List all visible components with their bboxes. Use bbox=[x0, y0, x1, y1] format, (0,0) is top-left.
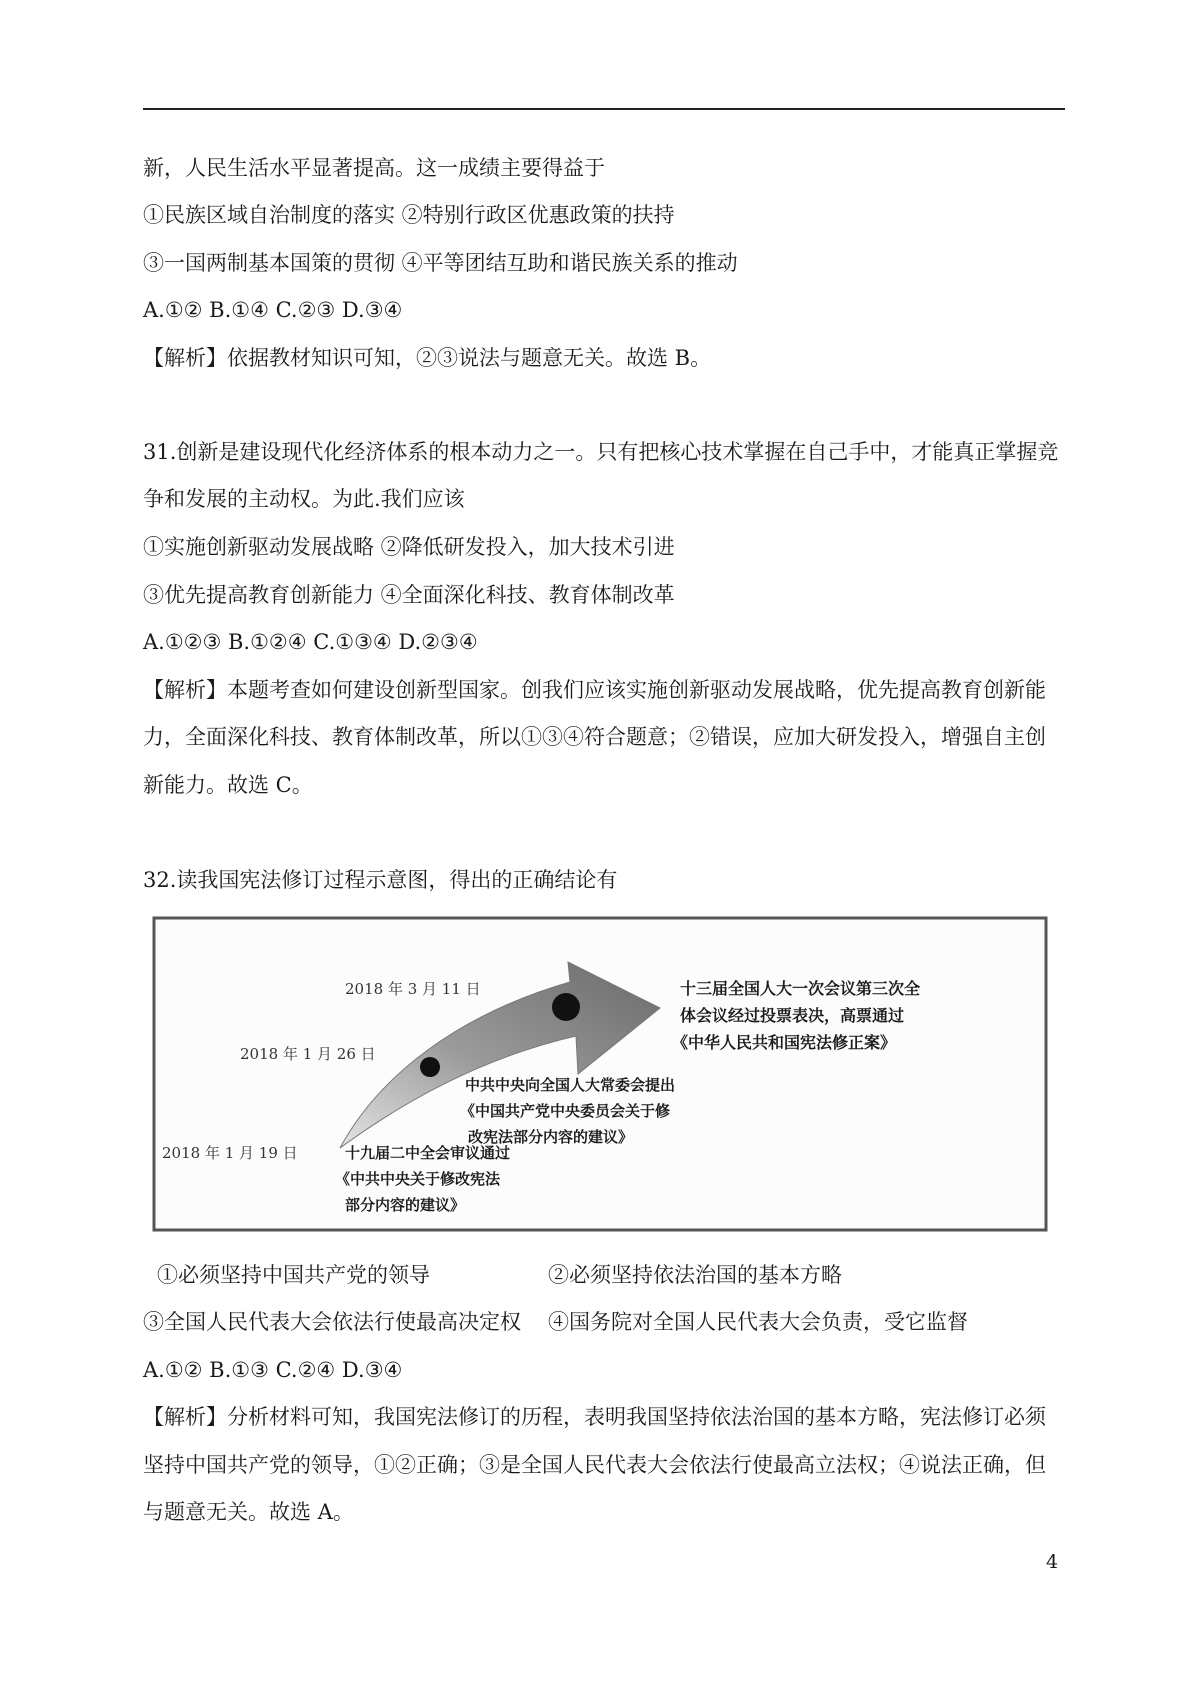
q30-choices: A.①② B.①④ C.②③ D.③④ bbox=[143, 298, 403, 322]
q31-choices: A.①②③ B.①②④ C.①③④ D.②③④ bbox=[143, 630, 478, 654]
q30-analysis: 【解析】依据教材知识可知，②③说法与题意无关。故选 B。 bbox=[143, 346, 712, 370]
event-mar11-line1: 十三届全国人大一次会议第三次全 bbox=[680, 979, 921, 998]
q32-choices: A.①② B.①③ C.②④ D.③④ bbox=[143, 1358, 403, 1382]
timeline-dot-mar11 bbox=[552, 993, 580, 1021]
q31-analysis-line2: 力，全面深化科技、教育体制改革，所以①③④符合题意；②错误，应加大研发投入，增强自主创 bbox=[143, 725, 1046, 749]
event-jan26-line3: 改宪法部分内容的建议》 bbox=[468, 1128, 634, 1146]
diagram-frame bbox=[154, 918, 1046, 1230]
event-mar11-line2: 体会议经过投票表决，高票通过 bbox=[680, 1006, 905, 1025]
timeline-dot-jan26 bbox=[420, 1057, 440, 1077]
q32-analysis-line3: 与题意无关。故选 A。 bbox=[143, 1500, 354, 1524]
page-number: 4 bbox=[1046, 1551, 1059, 1573]
q31-options-2: ③优先提高教育创新能力 ④全面深化科技、教育体制改革 bbox=[143, 583, 675, 607]
q30-options-1: ①民族区域自治制度的落实 ②特别行政区优惠政策的扶持 bbox=[143, 203, 675, 227]
event-jan19-line3: 部分内容的建议》 bbox=[345, 1196, 466, 1214]
event-mar11-line3: 《中华人民共和国宪法修正案》 bbox=[672, 1033, 897, 1052]
q31-stem-line2: 争和发展的主动权。为此.我们应该 bbox=[143, 487, 465, 511]
q32-stem: 32.读我国宪法修订过程示意图，得出的正确结论有 bbox=[143, 868, 618, 892]
event-jan19-line2: 《中共中央关于修改宪法 bbox=[335, 1170, 501, 1188]
header-rule bbox=[143, 108, 1065, 110]
q31-analysis-line3: 新能力。故选 C。 bbox=[143, 773, 313, 797]
q31-stem-line1: 31.创新是建设现代化经济体系的根本动力之一。只有把核心技术掌握在自己手中，才能真正掌握竞 bbox=[143, 440, 1059, 464]
q32-analysis-line2: 坚持中国共产党的领导，①②正确；③是全国人民代表大会依法行使最高立法权；④说法正确，但 bbox=[143, 1453, 1046, 1477]
q32-analysis-line1: 【解析】分析材料可知，我国宪法修订的历程，表明我国坚持依法治国的基本方略，宪法修订必须 bbox=[143, 1405, 1046, 1429]
q32-option-1: ①必须坚持中国共产党的领导 bbox=[157, 1263, 430, 1287]
q32-option-4: ④国务院对全国人民代表大会负责，受它监督 bbox=[548, 1310, 968, 1334]
q30-options-2: ③一国两制基本国策的贯彻 ④平等团结互助和谐民族关系的推动 bbox=[143, 251, 738, 275]
q32-option-2: ②必须坚持依法治国的基本方略 bbox=[548, 1263, 842, 1287]
q31-analysis-line1: 【解析】本题考查如何建设创新型国家。创我们应该实施创新驱动发展战略，优先提高教育创新能 bbox=[143, 678, 1046, 702]
date-jan26: 2018 年 1 月 26 日 bbox=[240, 1045, 376, 1063]
q31-options-1: ①实施创新驱动发展战略 ②降低研发投入，加大技术引进 bbox=[143, 535, 675, 559]
event-jan19-line1: 十九届二中全会审议通过 bbox=[345, 1144, 511, 1162]
constitution-amendment-diagram bbox=[150, 914, 1050, 1234]
event-jan26-line2: 《中国共产党中央委员会关于修 bbox=[460, 1102, 671, 1120]
date-mar11: 2018 年 3 月 11 日 bbox=[345, 980, 481, 998]
date-jan19: 2018 年 1 月 19 日 bbox=[162, 1144, 298, 1162]
event-jan26-line1: 中共中央向全国人大常委会提出 bbox=[465, 1076, 676, 1094]
q30-continuation: 新，人民生活水平显著提高。这一成绩主要得益于 bbox=[143, 156, 605, 180]
q32-option-3: ③全国人民代表大会依法行使最高决定权 bbox=[143, 1310, 521, 1334]
